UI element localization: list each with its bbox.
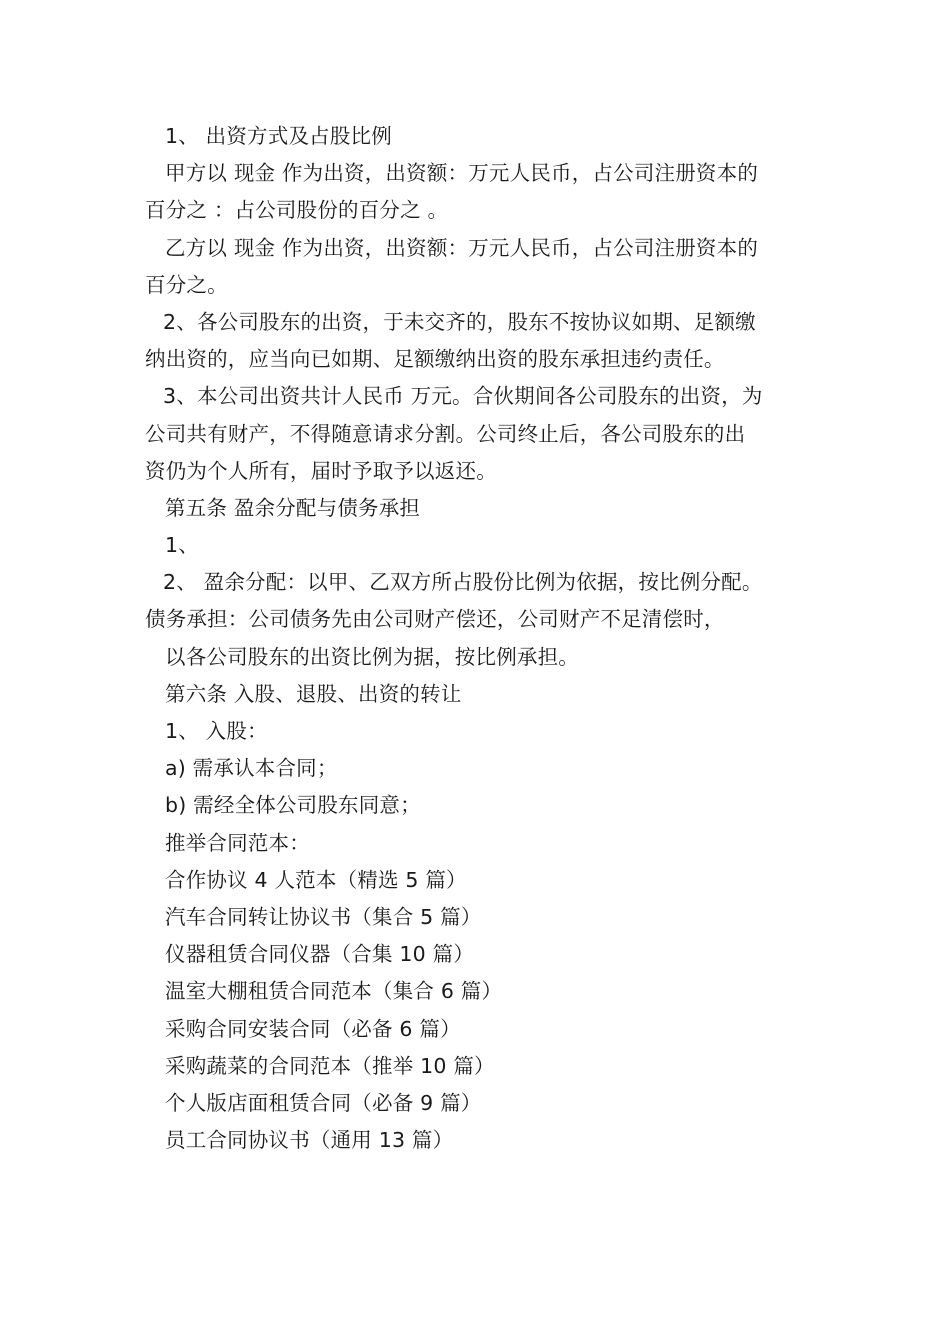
recommend-item: 汽车合同转让协议书（集合 5 篇） xyxy=(165,904,482,929)
paragraph-line: 3、本公司出资共计人民币 万元。合伙期间各公司股东的出资，为 xyxy=(163,384,763,409)
paragraph-line: 公司共有财产，不得随意请求分割。公司终止后，各公司股东的出 xyxy=(145,421,746,446)
recommend-item: 合作协议 4 人范本（精选 5 篇） xyxy=(165,867,467,892)
paragraph-line: 以各公司股东的出资比例为据，按比例承担。 xyxy=(165,644,579,669)
recommend-item: 仪器租赁合同仪器（合集 10 篇） xyxy=(165,942,475,967)
paragraph-line: 资仍为个人所有，届时予取予以返还。 xyxy=(145,458,497,483)
paragraph-line: 乙方以 现金 作为出资，出资额：万元人民币，占公司注册资本的 xyxy=(165,235,759,260)
recommend-item: 个人版店面租赁合同（必备 9 篇） xyxy=(165,1090,482,1115)
recommend-heading: 推举合同范本： xyxy=(165,830,310,855)
section-heading: 1、 出资方式及占股比例 xyxy=(165,124,392,148)
paragraph-line: 百分之。 xyxy=(145,272,228,297)
article-heading: 第六条 入股、退股、出资的转让 xyxy=(165,681,462,706)
list-item: b) 需经全体公司股东同意； xyxy=(165,793,421,818)
list-item: 2、 盈余分配：以甲、乙双方所占股份比例为依据，按比例分配。 xyxy=(163,570,763,595)
recommend-item: 温室大棚租赁合同范本（集合 6 篇） xyxy=(165,979,503,1004)
list-item: 1、 xyxy=(165,533,199,558)
article-heading: 第五条 盈余分配与债务承担 xyxy=(165,495,421,520)
document-body xyxy=(145,118,807,1159)
recommend-item: 采购合同安装合同（必备 6 篇） xyxy=(165,1016,461,1041)
paragraph-line: 债务承担：公司债务先由公司财产偿还，公司财产不足清偿时， xyxy=(145,607,725,632)
list-item: 1、 入股： xyxy=(165,719,268,743)
recommend-item: 员工合同协议书（通用 13 篇） xyxy=(165,1128,454,1153)
paragraph-line: 甲方以 现金 作为出资，出资额：万元人民币，占公司注册资本的 xyxy=(165,161,759,186)
paragraph-line: 百分之 ：占公司股份的百分之 。 xyxy=(145,198,449,223)
paragraph-line: 纳出资的，应当向已如期、足额缴纳出资的股东承担违约责任。 xyxy=(145,347,725,372)
paragraph-line: 2、各公司股东的出资，于未交齐的，股东不按协议如期、足额缴 xyxy=(163,309,756,334)
list-item: a) 需承认本合同； xyxy=(165,756,338,781)
recommend-item: 采购蔬菜的合同范本（推举 10 篇） xyxy=(165,1053,495,1078)
